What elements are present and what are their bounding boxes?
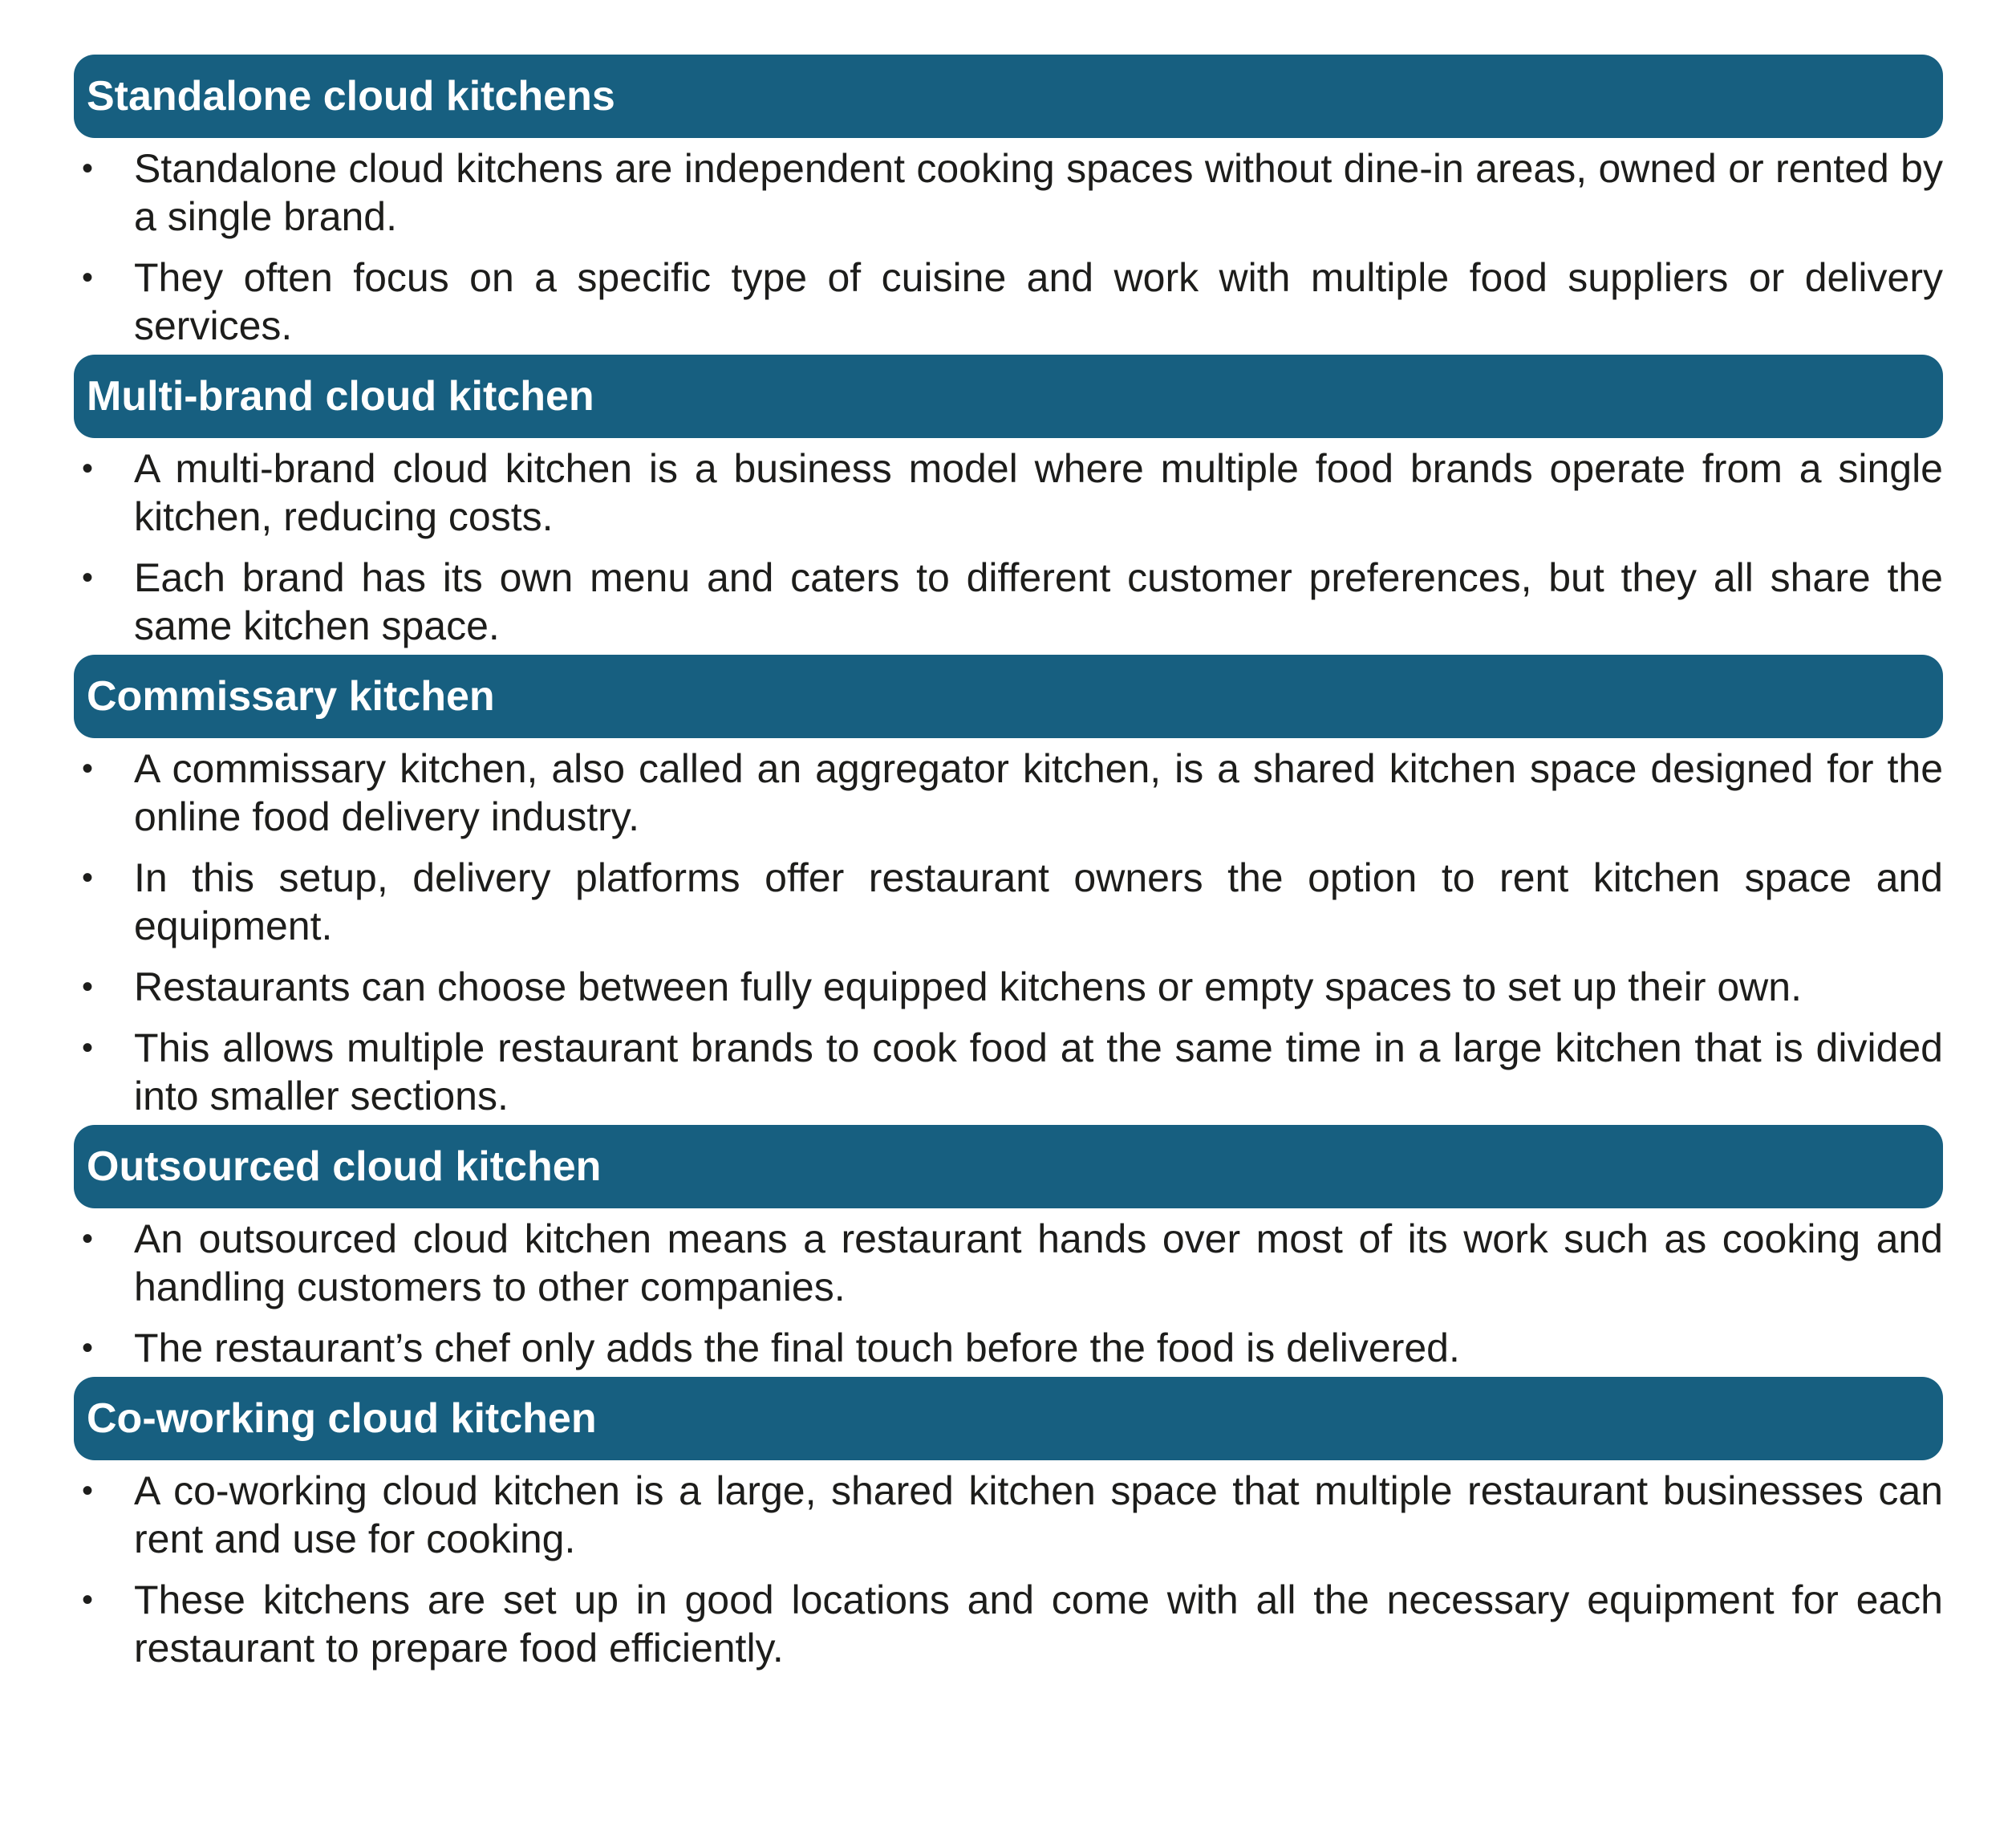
bullet-item bbox=[74, 1467, 1943, 1563]
bullet-item bbox=[74, 445, 1943, 541]
bullet-item bbox=[74, 745, 1943, 841]
bullet-item bbox=[74, 1024, 1943, 1120]
section-title: Commissary kitchen bbox=[74, 655, 1943, 738]
bullet-dot-icon: • bbox=[82, 1582, 94, 1618]
bullet-text: This allows multiple restaurant brands to cook food at the same time in a large kitchen that is divided into smaller sections. bbox=[134, 1025, 1943, 1118]
section-title: Co-working cloud kitchen bbox=[74, 1377, 1943, 1460]
bullet-item bbox=[74, 1576, 1943, 1672]
bullet-dot-icon: • bbox=[82, 1330, 94, 1366]
bullet-text: A co-working cloud kitchen is a large, shared kitchen space that multiple restaurant businesses can rent and use for cooking. bbox=[134, 1468, 1943, 1561]
bullet-text: A multi-brand cloud kitchen is a business model where multiple food brands operate from a single kitchen, reducing costs. bbox=[134, 446, 1943, 539]
bullet-item bbox=[74, 854, 1943, 950]
bullet-text: A commissary kitchen, also called an aggregator kitchen, is a shared kitchen space designed for the online food delivery industry. bbox=[134, 746, 1943, 839]
bullet-dot-icon: • bbox=[82, 1030, 94, 1066]
bullet-list bbox=[74, 138, 1943, 355]
section-title: Multi-brand cloud kitchen bbox=[74, 355, 1943, 438]
bullet-dot-icon: • bbox=[82, 751, 94, 786]
bullet-dot-icon: • bbox=[82, 969, 94, 1005]
bullet-dot-icon: • bbox=[82, 560, 94, 595]
bullet-list bbox=[74, 438, 1943, 655]
bullet-item bbox=[74, 144, 1943, 241]
bullet-text: These kitchens are set up in good locations and come with all the necessary equipment for each restaurant to prepare food efficiently. bbox=[134, 1577, 1943, 1671]
bullet-list bbox=[74, 738, 1943, 1125]
bullet-item bbox=[74, 1324, 1943, 1372]
section-commissary bbox=[74, 655, 1943, 1125]
bullet-item bbox=[74, 963, 1943, 1011]
bullet-text: Standalone cloud kitchens are independent cooking spaces without dine-in areas, owned or rented by a single brand. bbox=[134, 146, 1943, 239]
bullet-list bbox=[74, 1208, 1943, 1377]
bullet-text: Restaurants can choose between fully equipped kitchens or empty spaces to set up their own. bbox=[134, 964, 1802, 1009]
section-co-working bbox=[74, 1377, 1943, 1677]
bullet-dot-icon: • bbox=[82, 151, 94, 186]
bullet-text: Each brand has its own menu and caters to different customer preferences, but they all share the same kitchen space. bbox=[134, 555, 1943, 648]
bullet-item bbox=[74, 254, 1943, 350]
bullet-dot-icon: • bbox=[82, 1473, 94, 1508]
bullet-item bbox=[74, 1215, 1943, 1311]
cloud-kitchen-types-document bbox=[74, 55, 1943, 1677]
bullet-item bbox=[74, 554, 1943, 650]
section-title: Outsourced cloud kitchen bbox=[74, 1125, 1943, 1208]
section-multi-brand bbox=[74, 355, 1943, 655]
section-title: Standalone cloud kitchens bbox=[74, 55, 1943, 138]
section-outsourced bbox=[74, 1125, 1943, 1377]
section-standalone bbox=[74, 55, 1943, 355]
bullet-dot-icon: • bbox=[82, 260, 94, 295]
bullet-dot-icon: • bbox=[82, 451, 94, 486]
bullet-text: They often focus on a specific type of cuisine and work with multiple food suppliers or delivery services. bbox=[134, 255, 1943, 348]
bullet-list bbox=[74, 1460, 1943, 1677]
bullet-text: An outsourced cloud kitchen means a restaurant hands over most of its work such as cooking and handling customers to other companies. bbox=[134, 1216, 1943, 1309]
bullet-text: The restaurant’s chef only adds the final touch before the food is delivered. bbox=[134, 1325, 1460, 1370]
bullet-dot-icon: • bbox=[82, 860, 94, 895]
bullet-text: In this setup, delivery platforms offer restaurant owners the option to rent kitchen space and equipment. bbox=[134, 855, 1943, 948]
bullet-dot-icon: • bbox=[82, 1221, 94, 1256]
